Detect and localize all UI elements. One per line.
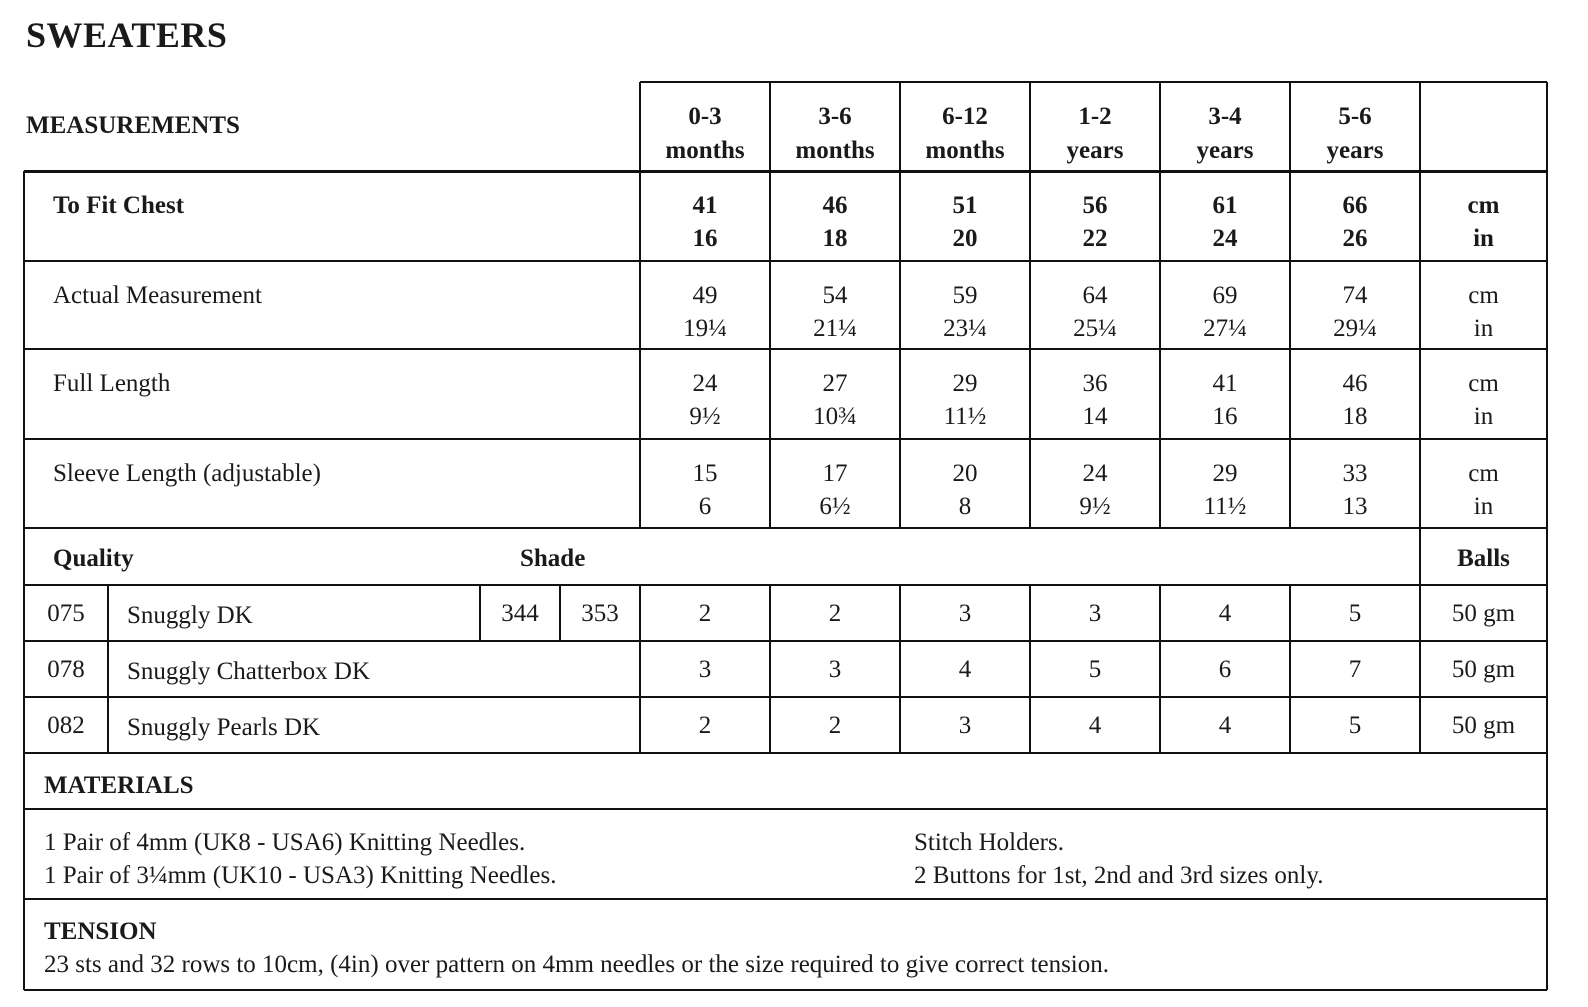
size-header-bottom: months: [795, 137, 875, 164]
value-cm: 33: [1342, 460, 1368, 487]
value-cm: 56: [1082, 192, 1108, 219]
value-in: 25¼: [1073, 315, 1117, 342]
tension-text: 23 sts and 32 rows to 10cm, (4in) over pattern on 4mm needles or the size required to give correct tension.: [44, 951, 1109, 978]
table-rule: [640, 81, 1547, 83]
ball-weight: 50 gm: [1451, 599, 1516, 627]
table-rule: [24, 898, 1547, 900]
value-cm: 66: [1342, 192, 1368, 219]
value-in: 23¼: [943, 315, 987, 342]
balls-count: 3: [828, 655, 842, 683]
table-rule: [24, 260, 1547, 262]
balls-count: 2: [698, 599, 712, 627]
yarn-name: Snuggly DK: [127, 602, 253, 629]
table-rule: [24, 438, 1547, 440]
balls-count: 7: [1348, 655, 1362, 683]
value-cm: 51: [952, 192, 978, 219]
unit-cm: cm: [1467, 192, 1500, 219]
yarn-code: 075: [47, 599, 85, 627]
value-cm: 24: [1082, 460, 1108, 487]
balls-count: 4: [1218, 711, 1232, 739]
value-cm: 24: [692, 370, 718, 397]
value-cm: 15: [692, 460, 718, 487]
value-in: 6½: [819, 493, 851, 520]
balls-count: 6: [1218, 655, 1232, 683]
value-cm: 64: [1082, 282, 1108, 309]
value-in: 10¾: [813, 403, 857, 430]
balls-count: 3: [958, 711, 972, 739]
table-rule: [24, 527, 1547, 529]
table-rule: [23, 171, 25, 990]
yarn-code: 078: [47, 655, 85, 683]
value-in: 13: [1342, 493, 1368, 520]
page-title: SWEATERS: [26, 15, 228, 55]
balls-count: 2: [828, 711, 842, 739]
size-header-bottom: years: [1326, 137, 1384, 164]
quality-heading: Quality: [53, 545, 134, 572]
size-header-top: 5-6: [1338, 103, 1372, 130]
yarn-code: 082: [47, 711, 85, 739]
ball-weight: 50 gm: [1451, 711, 1516, 739]
value-in: 21¼: [813, 315, 857, 342]
size-header-bottom: years: [1196, 137, 1254, 164]
shade-number: 353: [581, 599, 619, 627]
balls-count: 5: [1348, 711, 1362, 739]
value-cm: 46: [1342, 370, 1368, 397]
value-in: 20: [952, 225, 978, 252]
size-header-bottom: years: [1066, 137, 1124, 164]
value-cm: 46: [822, 192, 848, 219]
value-in: 16: [1212, 403, 1238, 430]
value-in: 18: [1342, 403, 1368, 430]
table-rule: [24, 348, 1547, 350]
value-in: 16: [692, 225, 718, 252]
unit-in: in: [1473, 225, 1494, 252]
row-label: Sleeve Length (adjustable): [53, 460, 321, 487]
yarn-name: Snuggly Chatterbox DK: [127, 658, 371, 685]
size-header-top: 6-12: [942, 103, 988, 130]
yarn-name: Snuggly Pearls DK: [127, 714, 321, 741]
size-header-top: 3-6: [818, 103, 852, 130]
value-cm: 41: [1212, 370, 1238, 397]
value-cm: 29: [952, 370, 978, 397]
size-header-top: 3-4: [1208, 103, 1242, 130]
size-header-bottom: months: [925, 137, 1005, 164]
unit-cm: cm: [1468, 460, 1499, 487]
value-cm: 69: [1212, 282, 1238, 309]
tension-heading: TENSION: [44, 918, 157, 945]
value-cm: 27: [822, 370, 848, 397]
table-rule: [24, 989, 1547, 991]
materials-line: Stitch Holders.: [914, 829, 1064, 856]
value-in: 22: [1082, 225, 1108, 252]
value-cm: 36: [1082, 370, 1108, 397]
value-cm: 61: [1212, 192, 1238, 219]
ball-weight: 50 gm: [1451, 655, 1516, 683]
materials-line: 1 Pair of 3¼mm (UK10 - USA3) Knitting Needles.: [44, 862, 557, 889]
table-rule: [24, 170, 1547, 173]
row-label: Full Length: [53, 370, 171, 397]
unit-in: in: [1473, 315, 1494, 342]
value-cm: 41: [692, 192, 718, 219]
value-in: 14: [1082, 403, 1108, 430]
balls-count: 3: [698, 655, 712, 683]
value-in: 27¼: [1203, 315, 1247, 342]
value-in: 11½: [943, 403, 987, 430]
measurements-heading: MEASUREMENTS: [26, 112, 240, 139]
balls-count: 3: [958, 599, 972, 627]
value-in: 8: [958, 493, 972, 520]
size-header-top: 0-3: [688, 103, 722, 130]
value-in: 6: [698, 493, 712, 520]
materials-heading: MATERIALS: [44, 772, 194, 799]
balls-count: 4: [958, 655, 972, 683]
value-cm: 49: [692, 282, 718, 309]
balls-count: 5: [1088, 655, 1102, 683]
value-cm: 29: [1212, 460, 1238, 487]
balls-count: 2: [698, 711, 712, 739]
size-header-bottom: months: [665, 137, 745, 164]
balls-count: 4: [1218, 599, 1232, 627]
shade-number: 344: [501, 599, 539, 627]
shade-heading: Shade: [520, 545, 586, 572]
value-cm: 17: [822, 460, 848, 487]
unit-cm: cm: [1468, 282, 1499, 309]
balls-heading: Balls: [1457, 545, 1510, 572]
value-in: 9½: [1079, 493, 1111, 520]
value-cm: 74: [1342, 282, 1368, 309]
row-label: To Fit Chest: [53, 192, 185, 219]
table-rule: [24, 808, 1547, 810]
size-header-top: 1-2: [1078, 103, 1112, 130]
unit-in: in: [1473, 493, 1494, 520]
value-in: 11½: [1203, 493, 1247, 520]
value-in: 19¼: [683, 315, 727, 342]
balls-count: 2: [828, 599, 842, 627]
value-cm: 20: [952, 460, 978, 487]
balls-count: 3: [1088, 599, 1102, 627]
value-cm: 54: [822, 282, 848, 309]
value-in: 24: [1212, 225, 1238, 252]
materials-line: 2 Buttons for 1st, 2nd and 3rd sizes only.: [914, 862, 1324, 889]
unit-in: in: [1473, 403, 1494, 430]
materials-line: 1 Pair of 4mm (UK8 - USA6) Knitting Needles.: [44, 829, 526, 856]
value-in: 29¼: [1333, 315, 1377, 342]
balls-count: 4: [1088, 711, 1102, 739]
value-in: 18: [822, 225, 848, 252]
unit-cm: cm: [1468, 370, 1499, 397]
value-cm: 59: [952, 282, 978, 309]
value-in: 9½: [689, 403, 721, 430]
balls-count: 5: [1348, 599, 1362, 627]
row-label: Actual Measurement: [53, 282, 262, 309]
value-in: 26: [1342, 225, 1368, 252]
